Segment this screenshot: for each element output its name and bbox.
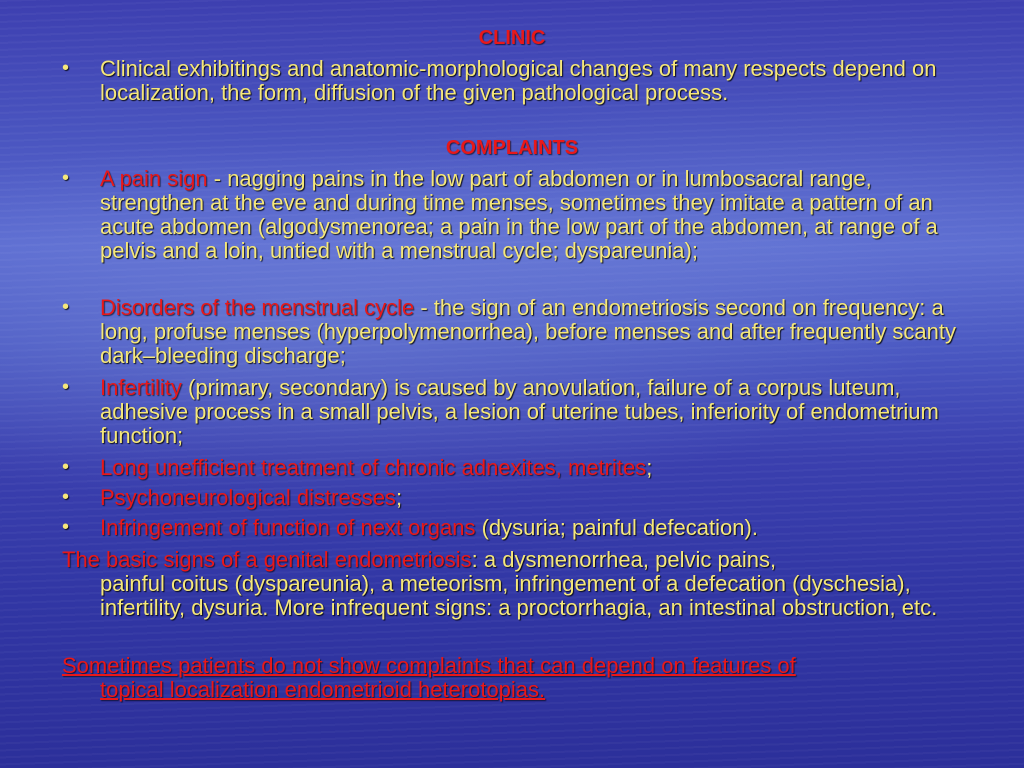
- bullet-icon: •: [62, 296, 70, 318]
- complaint-text: ;: [646, 455, 653, 480]
- complaint-title: Psychoneurological distresses: [100, 485, 396, 510]
- complaint-distresses: [100, 486, 980, 510]
- closing-paragraph: [62, 654, 962, 702]
- complaint-text: - nagging pains in the low part of abdomen or in lumbosacral range, strengthen at the eve and during time menses, sometimes they imitate a pattern of an acute abdomen (algodysmenorea; a pain in the low part of the abdomen, at range of a pelvis and a loin, untied with a menstrual cycle; dyspareunia);: [100, 166, 938, 263]
- complaint-text: ;: [395, 485, 403, 510]
- bullet-icon: •: [62, 456, 70, 478]
- complaint-title: Long unefficient treatment of chronic adnexites, metrites: [100, 455, 647, 480]
- closing-continuation: topical localization endometrioid heterotopias.: [100, 677, 546, 702]
- complaint-title: Infertility: [100, 375, 182, 400]
- complaint-title: Disorders of the menstrual cycle: [100, 295, 415, 320]
- complaint-infertility: [100, 376, 980, 448]
- complaint-title: A pain sign: [100, 166, 208, 191]
- clinic-text: Clinical exhibitings and anatomic-morphological changes of many respects depend on localization, the form, diffusion of the given pathological process.: [100, 56, 937, 105]
- bullet-icon: •: [62, 376, 70, 398]
- basic-signs-first-line: : a dysmenorrhea, pelvic pains,: [471, 547, 777, 572]
- closing-first-line: Sometimes patients do not show complaints that can depend on features of: [62, 653, 796, 678]
- complaint-menstrual-disorders: [100, 296, 980, 368]
- complaint-text: (primary, secondary) is caused by anovulation, failure of a corpus luteum, adhesive process in a small pelvis, a lesion of uterine tubes, inferiority of endometrium function;: [100, 375, 939, 448]
- bullet-icon: •: [62, 167, 70, 189]
- complaint-title: Infringement of function of next organs: [100, 515, 476, 540]
- basic-signs-paragraph: [62, 548, 962, 620]
- bullet-icon: •: [62, 516, 70, 538]
- complaints-heading: COMPLAINTS: [445, 137, 579, 159]
- complaint-pain-sign: [100, 167, 980, 263]
- complaint-treatment: [100, 456, 980, 480]
- basic-signs-text: painful coitus (dyspareunia), a meteorism, infringement of a defecation (dyschesia), infertility, dysuria. More infrequent signs: a proctorrhagia, an intestinal obstruction, etc.: [100, 571, 938, 620]
- bullet-icon: •: [62, 486, 70, 508]
- clinic-heading: CLINIC: [478, 27, 546, 49]
- complaint-organ-function: [100, 516, 980, 540]
- complaint-text: - the sign of an endometriosis second on frequency: a long, profuse menses (hyperpolymenorrhea), before menses and after frequently scanty dark–bleeding discharge;: [100, 295, 957, 368]
- complaint-text: (dysuria; painful defecation).: [475, 515, 758, 540]
- bullet-icon: •: [62, 57, 70, 79]
- basic-signs-title: The basic signs of a genital endometriosis: [62, 547, 472, 572]
